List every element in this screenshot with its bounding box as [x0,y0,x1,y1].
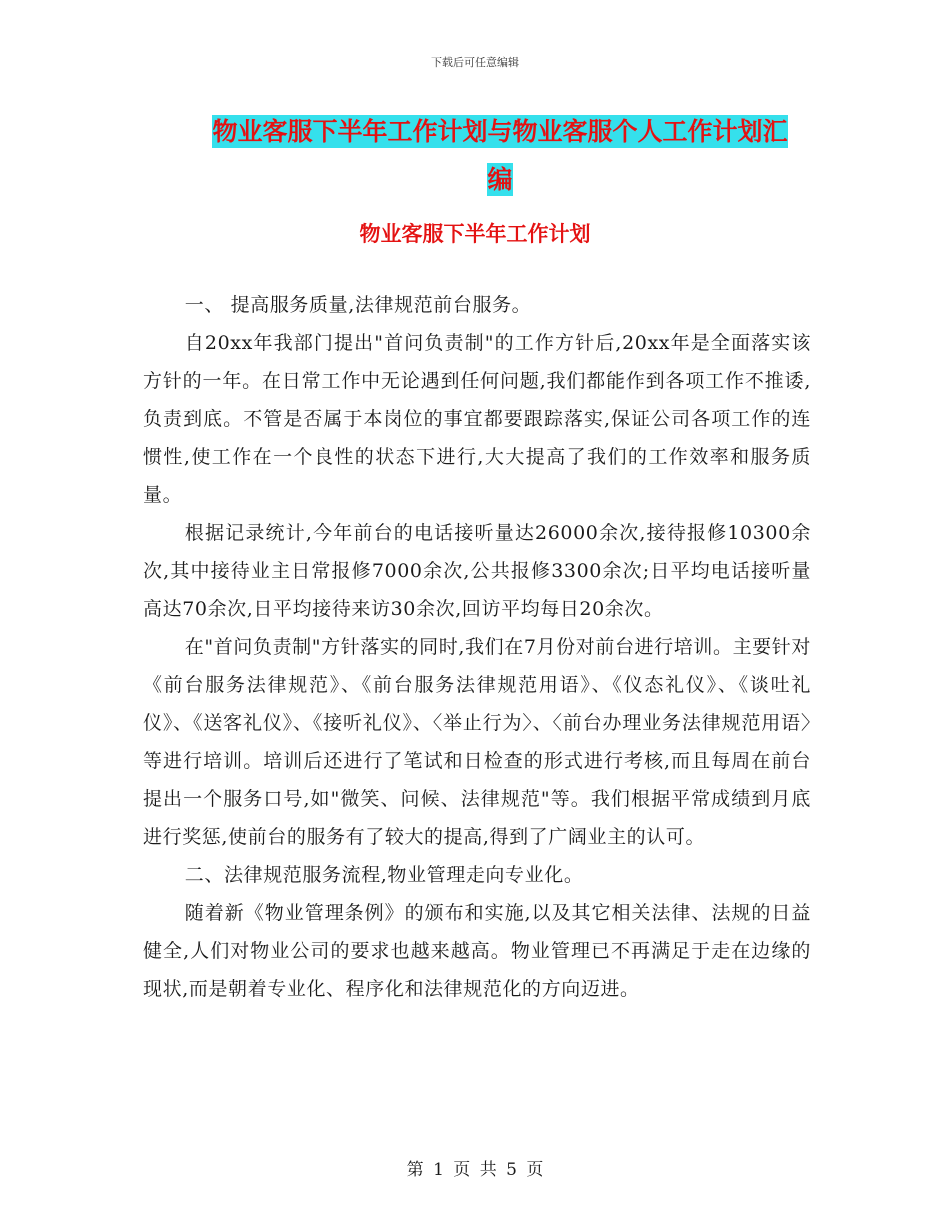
paragraph: 随着新《物业管理条例》的颁布和实施,以及其它相关法律、法规的日益健全,人们对物业公司的要求也越来越高。物业管理已不再满足于走在边缘的现状,而是朝着专业化、程序化和法律规范化的方向迈进。 [143,902,811,1000]
section-title: 物业客服下半年工作计划 [359,222,591,246]
header-note: 下载后可任意编辑 [431,56,519,69]
paragraph: 根据记录统计,今年前台的电话接听量达26000余次,接待报修10300余次,其中接待业主日常报修7000余次,公共报修3300余次;日平均电话接听量高达70余次,日平均接待来访30余次,回访平均每日20余次。 [143,522,811,620]
paragraph: 自20xx年我部门提出"首问负责制"的工作方针后,20xx年是全面落实该方针的一年。在日常工作中无论遇到任何问题,我们都能作到各项工作不推诿,负责到底。不管是否属于本岗位的事宜都要跟踪落实,保证公司各项工作的连惯性,使工作在一个良性的状态下进行,大大提高了我们的工作效率和服务质量。 [143,332,811,506]
page-number-footer: 第 1 页 共 5 页 [406,1160,544,1180]
paragraph: 一、 提高服务质量,法律规范前台服务。 [184,294,532,316]
paragraph: 在"首问负责制"方针落实的同时,我们在7月份对前台进行培训。主要针对《前台服务法律规范》、《前台服务法律规范用语》、《仪态礼仪》、《谈吐礼仪》、《送客礼仪》、《接听礼仪》、〈举止行为〉、〈前台办理业务法律规范用语〉等进行培训。培训后还进行了笔试和日检查的形式进行考核,而且每周在前台提出一个服务口号,如"微笑、问候、法律规范"等。我们根据平常成绩到月底进行奖惩,使前台的服务有了较大的提高,得到了广阔业主的认可。 [143,636,811,848]
paragraph: 二、法律规范服务流程,物业管理走向专业化。 [184,864,584,886]
document-title [190,108,810,204]
title-line-1: 物业客服下半年工作计划与物业客服个人工作计划汇 [212,117,788,146]
body-text [143,286,811,1008]
title-line-2: 编 [487,165,513,194]
